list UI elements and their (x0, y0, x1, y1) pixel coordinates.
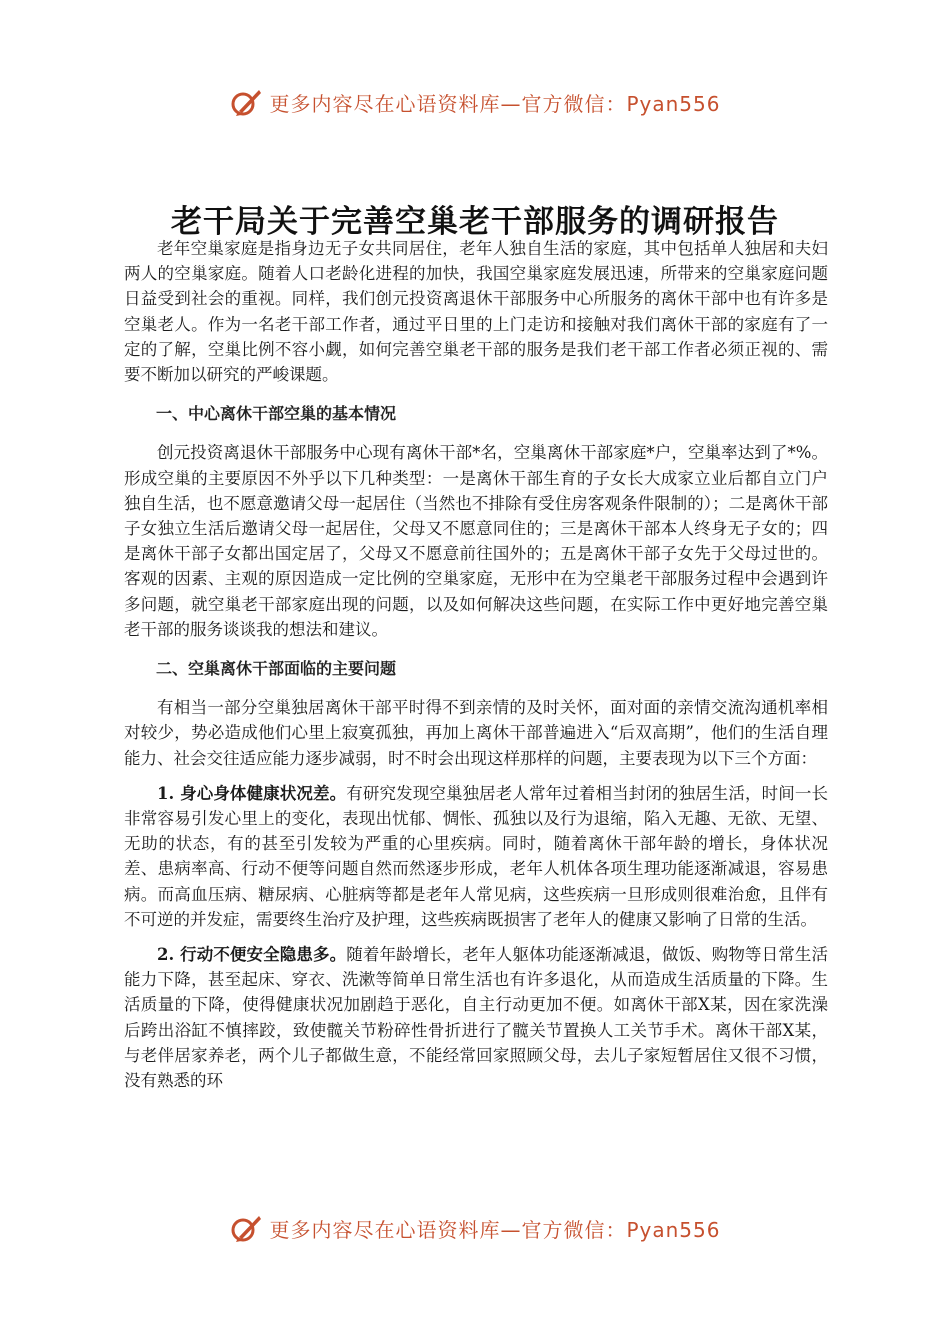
quill-pen-logo-icon (229, 85, 263, 119)
item-2-lead: 2. 行动不便安全隐患多。 (157, 945, 347, 965)
banner-content (229, 1211, 720, 1245)
document-title: 老干局关于完善空巢老干部服务的调研报告 (171, 204, 779, 240)
footer-banner (0, 1208, 950, 1248)
item-1-lead: 1. 身心身体健康状况差。 (157, 783, 347, 803)
item-2-paragraph (124, 942, 828, 1093)
section-2-paragraph: 有相当一部分空巢独居离休干部平时得不到亲情的及时关怀，面对面的亲情交流沟通机率相对较少，势必造成他们心里上寂寞孤独，再加上离休干部普遍进入“后双高期”，他们的生活自理能力、社会交往适应能力逐步减弱，时不时会出现这样那样的问题，主要表现为以下三个方面： (124, 698, 828, 768)
section-1-heading: 一、中心离休干部空巢的基本情况 (156, 404, 397, 424)
intro-paragraph: 老年空巢家庭是指身边无子女共同居住，老年人独自生活的家庭，其中包括单人独居和夫妇两人的空巢家庭。随着人口老龄化进程的加快，我国空巢家庭发展迅速，所带来的空巢家庭问题日益受到社会的重视。同样，我们创元投资离退休干部服务中心所服务的离休干部中也有许多是空巢老人。作为一名老干部工作者，通过平日里的上门走访和接触对我们离休干部的家庭有了一定的了解，空巢比例不容小觑，如何完善空巢老干部的服务是我们老干部工作者必须正视的、需要不断加以研究的严峻课题。 (124, 239, 828, 385)
item-1-paragraph (124, 781, 828, 932)
header-banner (0, 82, 950, 122)
item-2-body: 随着年龄增长，老年人躯体功能逐渐减退，做饭、购物等日常生活能力下降，甚至起床、穿衣、洗漱等简单日常生活也有许多退化，从而造成生活质量的下降。生活质量的下降，使得健康状况加剧趋于恶化，自主行动更加不便。如离休干部X某，因在家洗澡后跨出浴缸不慎摔跤，致使髋关节粉碎性骨折进行了髋关节置换人工关节手术。离休干部X某，与老伴居家养老，两个儿子都做生意，不能经常回家照顾父母，去儿子家短暂居住又很不习惯，没有熟悉的环 (124, 945, 828, 1091)
quill-pen-logo-icon (229, 1211, 263, 1245)
document-body (124, 236, 828, 1093)
banner-content (229, 85, 720, 119)
item-1-body: 有研究发现空巢独居老人常年过着相当封闭的独居生活，时间一长非常容易引发心里上的变化，表现出忧郁、惆怅、孤独以及行为退缩，陷入无趣、无欲、无望、无助的状态，有的甚至引发较为严重的心里疾病。同时，随着离休干部年龄的增长，身体状况差、患病率高、行动不便等问题自然而然逐步形成，老年人机体各项生理功能逐渐减退，容易患病。而高血压病、糖尿病、心脏病等都是老年人常见病，这些疾病一旦形成则很难治愈，且伴有不可逆的并发症，需要终生治疗及护理，这些疾病既损害了老年人的健康又影响了日常的生活。 (124, 783, 828, 929)
banner-text: 更多内容尽在心语资料库—官方微信：Pyan556 (269, 91, 721, 116)
banner-text: 更多内容尽在心语资料库—官方微信：Pyan556 (269, 1217, 721, 1242)
section-2-heading: 二、空巢离休干部面临的主要问题 (156, 659, 397, 679)
section-1-paragraph: 创元投资离退休干部服务中心现有离休干部*名，空巢离休干部家庭*户，空巢率达到了*%。形成空巢的主要原因不外乎以下几种类型：一是离休干部生育的子女长大成家立业后都自立门户独自生活，也不愿意邀请父母一起居住（当然也不排除有受住房客观条件限制的）；二是离休干部子女独立生活后邀请父母一起居住，父母又不愿意同住的；三是离休干部本人终身无子女的；四是离休干部子女都出国定居了，父母又不愿意前往国外的；五是离休干部子女先于父母过世的。客观的因素、主观的原因造成一定比例的空巢家庭，无形中在为空巢老干部服务过程中会遇到许多问题，就空巢老干部家庭出现的问题，以及如何解决这些问题，在实际工作中更好地完善空巢老干部的服务谈谈我的想法和建议。 (124, 443, 828, 639)
